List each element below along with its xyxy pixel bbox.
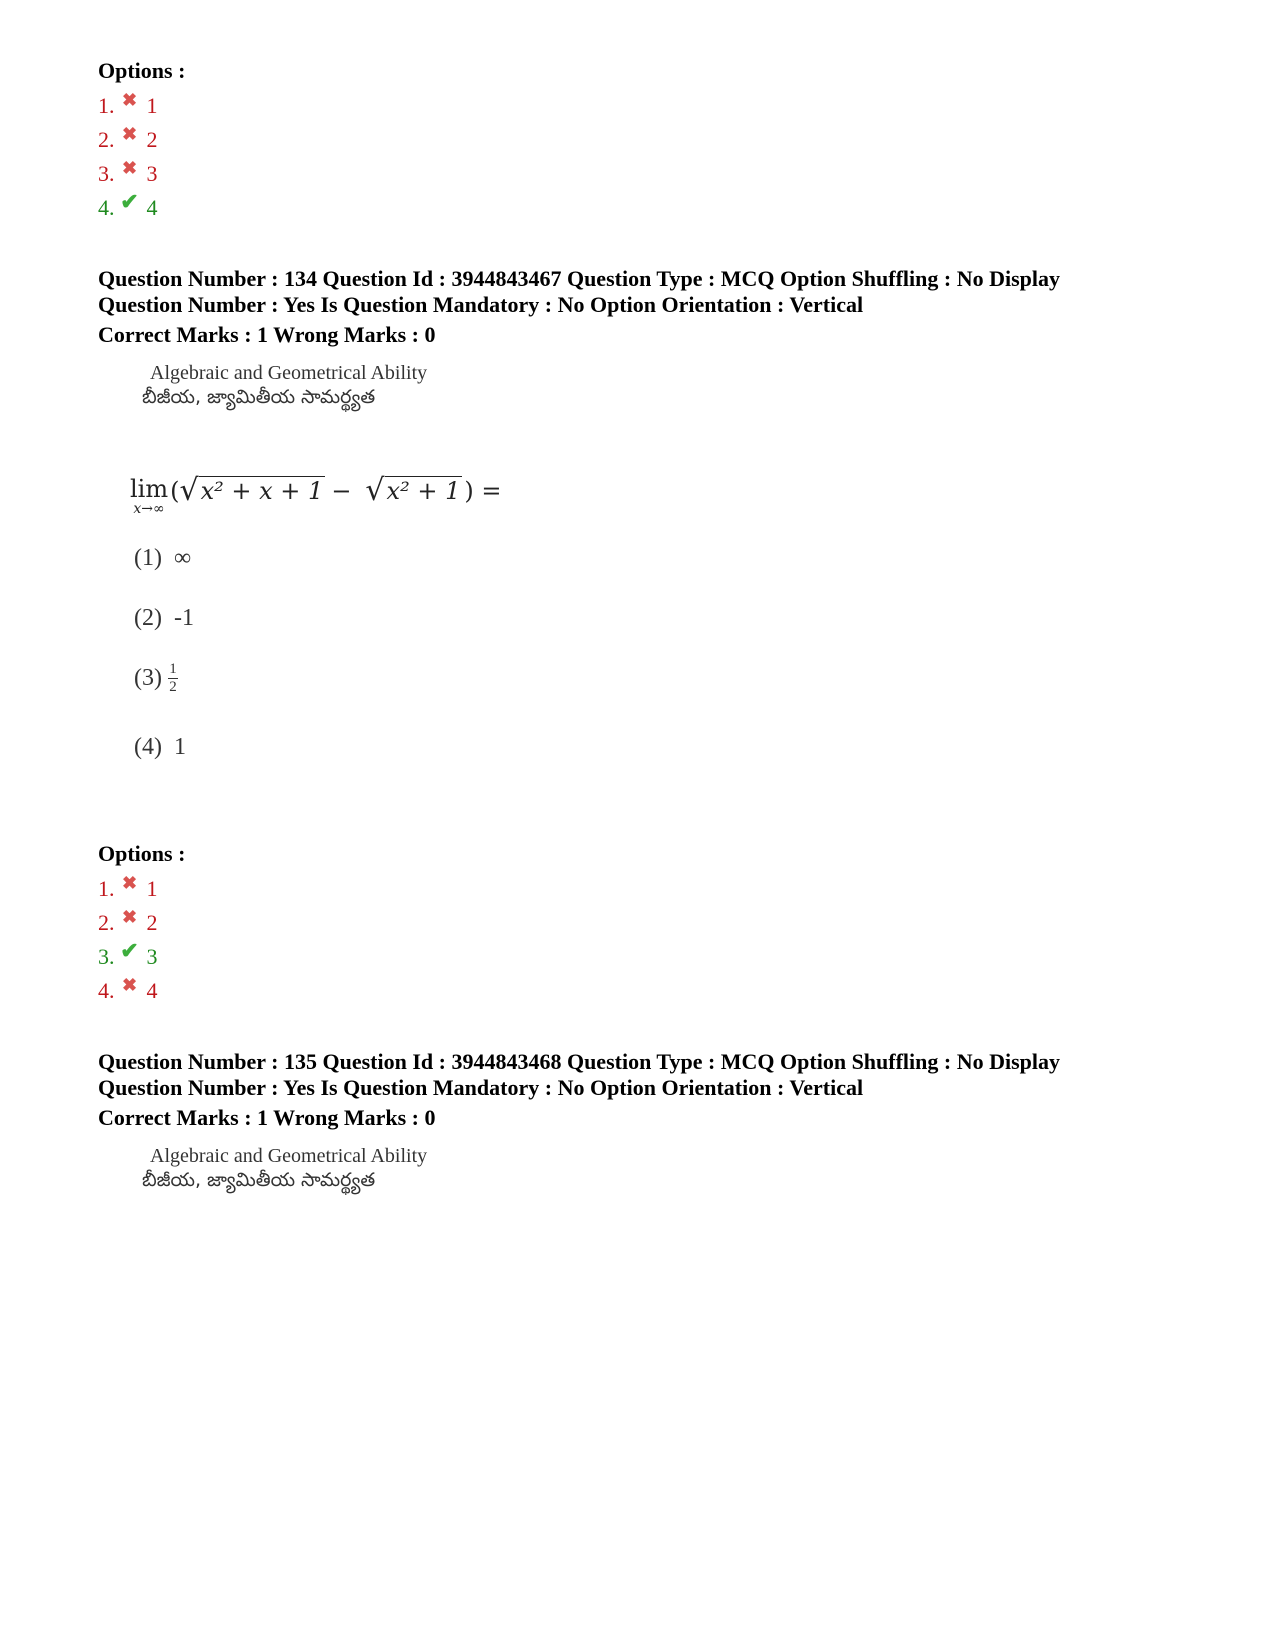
option-label: (2) — [134, 605, 162, 631]
option-text: -1 — [173, 605, 194, 631]
option-row — [98, 92, 158, 120]
question-option-1 — [134, 545, 191, 572]
question-marks: Correct Marks : 1 Wrong Marks : 0 — [98, 1105, 436, 1130]
fraction-denominator: 2 — [169, 679, 177, 695]
subject-telugu: బీజీయ, జ్యామితీయ సామర్థ్యత — [142, 386, 376, 408]
option-value: 4 — [146, 195, 158, 220]
option-value: 4 — [146, 978, 158, 1003]
option-row — [98, 977, 158, 1005]
cross-icon: ✖ — [121, 975, 138, 995]
options-heading: Options : — [98, 841, 186, 866]
sqrt-expression-2 — [365, 473, 462, 508]
subject-english: Algebraic and Geometrical Ability — [150, 362, 428, 384]
option-row — [98, 126, 158, 154]
question-option-3 — [134, 662, 178, 695]
radical-sign: √ — [179, 473, 199, 508]
option-row — [98, 875, 158, 903]
option-text: ∞ — [173, 545, 192, 571]
option-value: 2 — [146, 127, 158, 152]
fraction — [168, 662, 178, 695]
option-row-correct — [98, 938, 158, 971]
option-number: 4. — [98, 978, 115, 1003]
option-label: (1) — [134, 545, 162, 571]
option-row-correct — [98, 189, 158, 222]
option-number: 1. — [98, 876, 115, 901]
radical-sign: √ — [365, 473, 385, 508]
question-marks: Correct Marks : 1 Wrong Marks : 0 — [98, 322, 436, 347]
option-number: 4. — [98, 195, 115, 220]
fraction-numerator: 1 — [169, 661, 177, 677]
cross-icon: ✖ — [121, 124, 138, 144]
option-label: (4) — [134, 734, 162, 760]
lim-text: lim — [130, 475, 169, 503]
option-text: 1 — [173, 734, 186, 760]
cross-icon: ✖ — [121, 90, 138, 110]
question-meta-line-2: Question Number : Yes Is Question Mandatory : No Option Orientation : Vertical — [98, 292, 864, 317]
option-number: 1. — [98, 93, 115, 118]
cross-icon: ✖ — [121, 873, 138, 893]
option-number: 2. — [98, 127, 115, 152]
option-value: 1 — [146, 93, 158, 118]
subject-english: Algebraic and Geometrical Ability — [150, 1145, 428, 1167]
subject-telugu: బీజీయ, జ్యామితీయ సామర్థ్యత — [142, 1169, 376, 1191]
option-number: 3. — [98, 944, 115, 969]
option-value: 1 — [146, 876, 158, 901]
question-meta-line-2: Question Number : Yes Is Question Mandatory : No Option Orientation : Vertical — [98, 1075, 864, 1100]
radicand-2: x² + 1 — [386, 477, 461, 505]
option-value: 2 — [146, 910, 158, 935]
cross-icon: ✖ — [121, 907, 138, 927]
sqrt-expression-1 — [179, 473, 325, 508]
option-value: 3 — [146, 944, 158, 969]
option-value: 3 — [146, 161, 158, 186]
option-row — [98, 160, 158, 188]
option-number: 2. — [98, 910, 115, 935]
minus-sign: − — [331, 477, 352, 505]
question-option-4 — [134, 734, 186, 761]
question-option-2 — [134, 605, 194, 632]
limit-operator — [130, 476, 168, 516]
check-icon: ✔ — [120, 189, 139, 214]
option-number: 3. — [98, 161, 115, 186]
cross-icon: ✖ — [121, 158, 138, 178]
radicand-1: x² + x + 1 — [200, 477, 324, 505]
open-paren: ( — [170, 477, 180, 505]
question-meta-line-1: Question Number : 134 Question Id : 3944843467 Question Type : MCQ Option Shuffling : No Display — [98, 266, 1061, 291]
close-paren-equals: ) = — [464, 477, 502, 505]
option-label: (3) — [134, 665, 162, 691]
lim-subscript: x→∞ — [133, 501, 165, 517]
question-meta-line-1: Question Number : 135 Question Id : 3944843468 Question Type : MCQ Option Shuffling : No Display — [98, 1049, 1061, 1074]
question-expression — [130, 473, 502, 517]
options-heading: Options : — [98, 58, 186, 83]
check-icon: ✔ — [120, 938, 139, 963]
option-row — [98, 909, 158, 937]
